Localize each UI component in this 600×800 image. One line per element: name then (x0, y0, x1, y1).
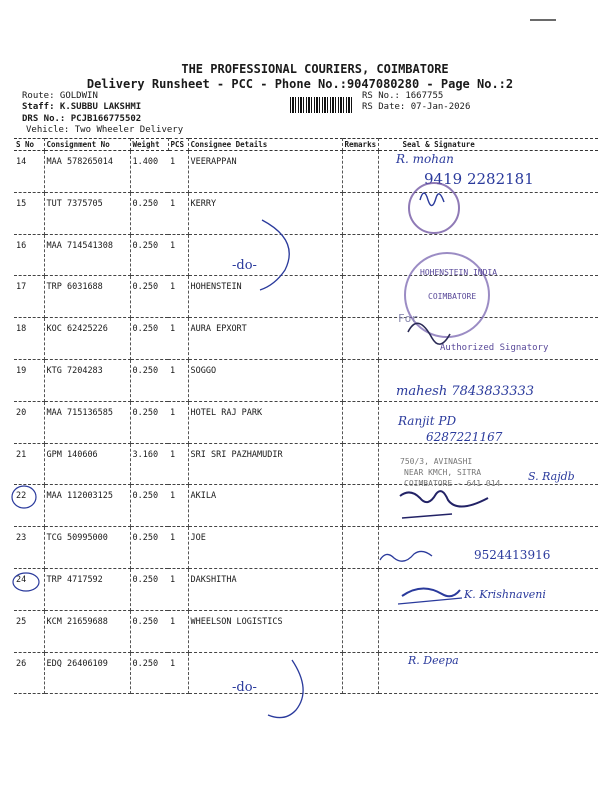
drs-label: DRS No.: PCJB166775502 (22, 114, 142, 124)
cell-sno: 25 (14, 610, 44, 652)
cell-consignee: AKILA (188, 485, 342, 527)
cell-consignment: EDQ 26406109 (44, 652, 130, 694)
cell-weight: 0.250 (130, 234, 168, 276)
cell-pcs: 1 (168, 610, 188, 652)
header-sno: S No (14, 139, 44, 151)
cell-sno: 20 (14, 401, 44, 443)
cell-remarks (342, 610, 378, 652)
ditto-r16: -do- (232, 258, 257, 273)
cell-remarks (342, 192, 378, 234)
cell-consignee: HOHENSTEIN (188, 276, 342, 318)
cell-consignment: MAA 714541308 (44, 234, 130, 276)
signature-r24: K. Krishnaveni (464, 588, 546, 601)
table-header-row (14, 139, 598, 151)
shop-stamp-line3: COIMBATORE - 641 014 (404, 479, 501, 488)
cell-consignee: HOTEL RAJ PARK (188, 401, 342, 443)
cell-consignment: KCM 21659688 (44, 610, 130, 652)
cell-remarks (342, 276, 378, 318)
cell-weight: 3.160 (130, 443, 168, 485)
shop-stamp-line2: NEAR KMCH, SITRA (404, 468, 482, 477)
cell-consignment: MAA 112003125 (44, 485, 130, 527)
phone-r14: 9419 2282181 (424, 170, 534, 188)
cell-weight: 0.250 (130, 359, 168, 401)
cell-consignment: TRP 6031688 (44, 276, 130, 318)
cell-consignment: TRP 4717592 (44, 568, 130, 610)
barcode (290, 97, 352, 113)
table-row (14, 234, 598, 276)
table-row (14, 652, 598, 694)
cell-pcs: 1 (168, 485, 188, 527)
cell-sno: 18 (14, 318, 44, 360)
cell-remarks (342, 234, 378, 276)
cell-consignment: MAA 715136585 (44, 401, 130, 443)
ditto-r26: -do- (232, 680, 257, 695)
cell-sno: 14 (14, 151, 44, 193)
header-seal: Seal & Signature (378, 139, 598, 151)
cell-weight: 0.250 (130, 485, 168, 527)
cell-seal (378, 610, 598, 652)
cell-remarks (342, 485, 378, 527)
cell-pcs: 1 (168, 401, 188, 443)
cell-sno: 15 (14, 192, 44, 234)
cell-remarks (342, 151, 378, 193)
cell-pcs: 1 (168, 192, 188, 234)
cell-weight: 0.250 (130, 192, 168, 234)
runsheet-subtitle: Delivery Runsheet - PCC - Phone No.:9047080280 - Page No.:2 (86, 77, 514, 91)
vehicle-label: Vehicle: Two Wheeler Delivery (26, 125, 184, 135)
cell-weight: 0.250 (130, 276, 168, 318)
cell-remarks (342, 318, 378, 360)
staff-label: Staff: K.SUBBU LAKSHMI (22, 102, 142, 112)
runsheet-table (14, 138, 598, 694)
cell-pcs: 1 (168, 234, 188, 276)
cell-weight: 0.250 (130, 401, 168, 443)
authorized-signatory: Authorized Signatory (440, 343, 549, 353)
cell-consignee: SRI SRI PAZHAMUDIR (188, 443, 342, 485)
table-row (14, 610, 598, 652)
cell-consignee: VEERAPPAN (188, 151, 342, 193)
round-stamp (408, 182, 460, 234)
cell-sno: 21 (14, 443, 44, 485)
table-row (14, 401, 598, 443)
header-weight: Weight (130, 139, 168, 151)
hohenstein-stamp-city: COIMBATORE (428, 292, 477, 301)
cell-pcs: 1 (168, 276, 188, 318)
cell-consignment: KTG 7204283 (44, 359, 130, 401)
cell-pcs: 1 (168, 443, 188, 485)
cell-weight: 0.250 (130, 527, 168, 569)
table-row (14, 485, 598, 527)
cell-pcs: 1 (168, 318, 188, 360)
cell-remarks (342, 568, 378, 610)
cell-remarks (342, 359, 378, 401)
header-pcs: PCS (168, 139, 188, 151)
cell-remarks (342, 443, 378, 485)
rs-date: RS Date: 07-Jan-2026 (362, 102, 471, 112)
cell-sno: 26 (14, 652, 44, 694)
cell-weight: 0.250 (130, 652, 168, 694)
cell-seal (378, 485, 598, 527)
cell-pcs: 1 (168, 652, 188, 694)
cell-consignee: DAKSHITHA (188, 568, 342, 610)
cell-sno: 19 (14, 359, 44, 401)
cell-consignee: WHEELSON LOGISTICS (188, 610, 342, 652)
cell-weight: 0.250 (130, 318, 168, 360)
cell-consignment: TCG 50995000 (44, 527, 130, 569)
cell-sno: 24 (14, 568, 44, 610)
cell-remarks (342, 652, 378, 694)
cell-sno: 16 (14, 234, 44, 276)
cell-consignee (188, 652, 342, 694)
cell-consignee: JOE (188, 527, 342, 569)
table-row (14, 276, 598, 318)
cell-consignment: TUT 7375705 (44, 192, 130, 234)
cell-sno: 17 (14, 276, 44, 318)
table-row (14, 443, 598, 485)
cell-consignee: SOGGO (188, 359, 342, 401)
cell-consignee: AURA EPXORT (188, 318, 342, 360)
route-label: Route: GOLDWIN (22, 91, 98, 101)
cell-remarks (342, 527, 378, 569)
cell-weight: 1.400 (130, 151, 168, 193)
cell-remarks (342, 401, 378, 443)
cell-consignee: KERRY (188, 192, 342, 234)
signature-r21: S. Rajdb (528, 470, 575, 483)
table-row (14, 192, 598, 234)
phone-r20: 6287221167 (426, 430, 503, 444)
phone-r23: 9524413916 (474, 548, 551, 562)
hohenstein-stamp-text: HOHENSTEIN INDIA (420, 268, 498, 277)
header-consignee: Consignee Details (188, 139, 342, 151)
name-r20: Ranjit PD (398, 414, 457, 428)
stamp-for: For (398, 312, 418, 325)
cell-pcs: 1 (168, 568, 188, 610)
rs-number: RS No.: 1667755 (362, 91, 444, 101)
cell-consignment: GPM 140606 (44, 443, 130, 485)
signature-r14: R. mohan (396, 152, 454, 166)
cell-consignment: KOC 62425226 (44, 318, 130, 360)
cell-consignment: MAA 578265014 (44, 151, 130, 193)
shop-stamp-line1: 750/3, AVINASHI (400, 457, 473, 466)
cell-consignee (188, 234, 342, 276)
cell-pcs: 1 (168, 151, 188, 193)
cell-sno: 22 (14, 485, 44, 527)
cell-weight: 0.250 (130, 568, 168, 610)
cell-sno: 23 (14, 527, 44, 569)
table-row (14, 318, 598, 360)
signature-r26: R. Deepa (408, 654, 459, 667)
company-title: THE PROFESSIONAL COURIERS, COIMBATORE (181, 62, 449, 76)
signature-r20: mahesh 7843833333 (396, 384, 535, 399)
cell-pcs: 1 (168, 359, 188, 401)
header-remarks: Remarks (342, 139, 378, 151)
cell-weight: 0.250 (130, 610, 168, 652)
cell-pcs: 1 (168, 527, 188, 569)
header-consignment: Consignment No (44, 139, 130, 151)
